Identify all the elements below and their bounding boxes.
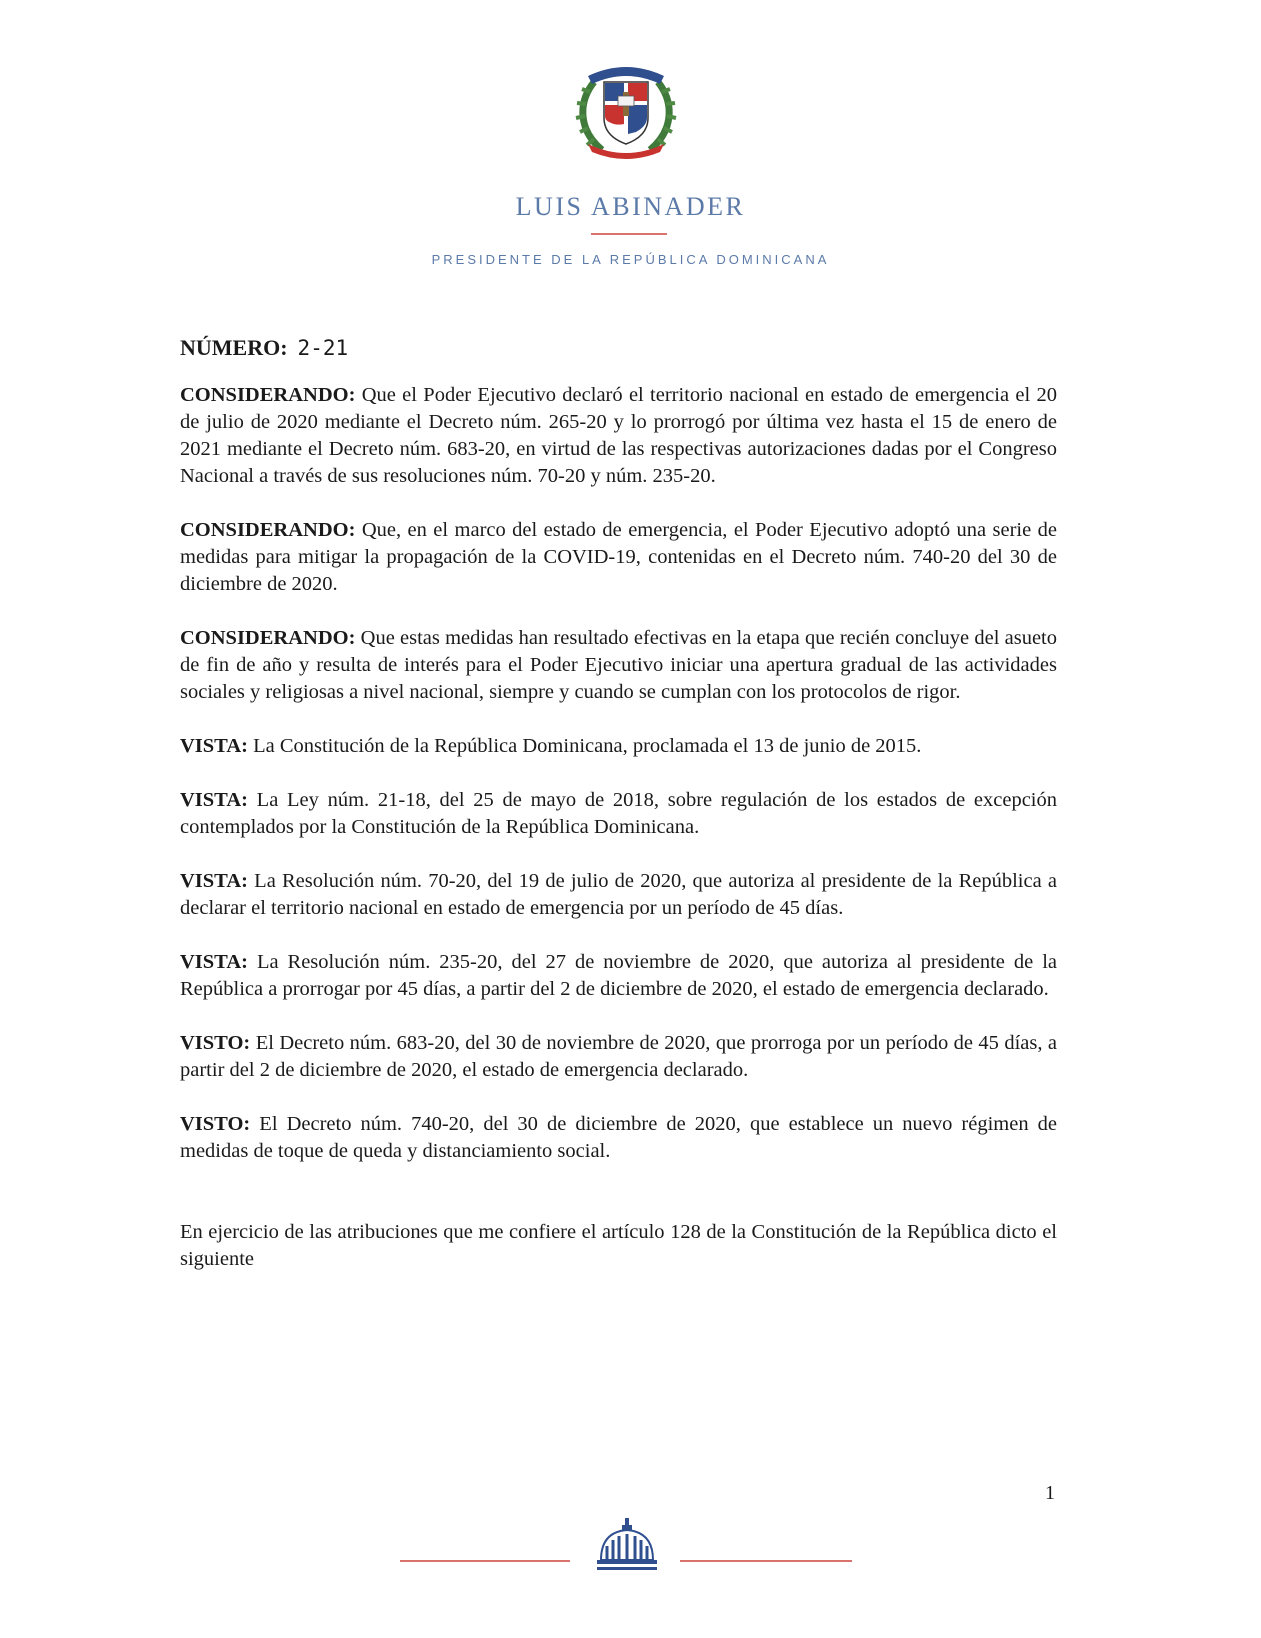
considerando-paragraph [180,625,1057,706]
letterhead [0,0,1261,280]
paragraph-lead: VISTA: [180,789,248,811]
paragraph-text: Que el Poder Ejecutivo declaró el territorio nacional en estado de emergencia el 20 de julio de 2020 mediante el Decreto núm. 265-20 y lo prorrogó por última vez hasta el 15 de enero de 2021 mediante el Decreto núm. 683-20, en virtud de las respectivas autorizaciones dadas por el Congreso Nacional a través de sus resoluciones núm. 70-20 y núm. 235-20. [180,384,1057,487]
paragraph-lead: VISTO: [180,1032,251,1054]
decree-number-value: 2-21 [297,336,349,360]
name-underline [591,233,667,235]
paragraph-lead: CONSIDERANDO: [180,384,356,406]
vista-paragraph [180,733,1057,760]
paragraph-text: La Resolución núm. 235-20, del 27 de noviembre de 2020, que autoriza al presidente de la República a prorrogar por 45 días, a partir del 2 de diciembre de 2020, el estado de emergencia declarado. [180,951,1057,1000]
considerando-paragraph [180,517,1057,598]
footer-rule-right [680,1560,852,1562]
paragraph-lead: CONSIDERANDO: [180,627,356,649]
paragraph-text: Que estas medidas han resultado efectivas en la etapa que recién concluye del asueto de fin de año y resulta de interés para el Poder Ejecutivo iniciar una apertura gradual de las actividades sociales y religiosas a nivel nacional, siempre y cuando se cumplan con los protocolos de rigor. [180,627,1057,703]
vista-paragraph [180,868,1057,922]
paragraph-text: La Constitución de la República Dominicana, proclamada el 13 de junio de 2015. [247,735,922,757]
decree-body [180,382,1057,1300]
page-number: 1 [1045,1482,1055,1504]
decree-number [180,335,348,361]
visto-paragraph [180,1030,1057,1084]
national-palace-dome-icon [591,1516,663,1574]
paragraph-lead: VISTO: [180,1113,251,1135]
footer-rule-left [400,1560,570,1562]
considerando-paragraph [180,382,1057,490]
closing-paragraph: En ejercicio de las atribuciones que me confiere el artículo 128 de la Constitución de la República dicto el siguiente [180,1221,1057,1270]
paragraph-lead: VISTA: [180,870,248,892]
paragraph-lead: VISTA: [180,951,248,973]
president-title: PRESIDENTE DE LA REPÚBLICA DOMINICANA [431,252,830,267]
coat-of-arms-icon [572,52,680,162]
paragraph-text: La Ley núm. 21-18, del 25 de mayo de 2018, sobre regulación de los estados de excepción contemplados por la Constitución de la República Dominicana. [180,789,1057,838]
paragraph-lead: CONSIDERANDO: [180,519,356,541]
decree-number-label: NÚMERO: [180,335,288,360]
vista-paragraph [180,787,1057,841]
paragraph-text: La Resolución núm. 70-20, del 19 de julio de 2020, que autoriza al presidente de la República a declarar el territorio nacional en estado de emergencia por un período de 45 días. [180,870,1057,919]
paragraph-text: El Decreto núm. 683-20, del 30 de noviembre de 2020, que prorroga por un período de 45 días, a partir del 2 de diciembre de 2020, el estado de emergencia declarado. [180,1032,1057,1081]
paragraph-text: El Decreto núm. 740-20, del 30 de diciembre de 2020, que establece un nuevo régimen de medidas de toque de queda y distanciamiento social. [180,1113,1057,1162]
vista-paragraph [180,949,1057,1003]
paragraph-lead: VISTA: [180,735,248,757]
visto-paragraph [180,1111,1057,1165]
paragraph-text: Que, en el marco del estado de emergencia, el Poder Ejecutivo adoptó una serie de medidas para mitigar la propagación de la COVID-19, contenidas en el Decreto núm. 740-20 del 30 de diciembre de 2020. [180,519,1057,595]
president-name: LUIS ABINADER [515,192,746,221]
